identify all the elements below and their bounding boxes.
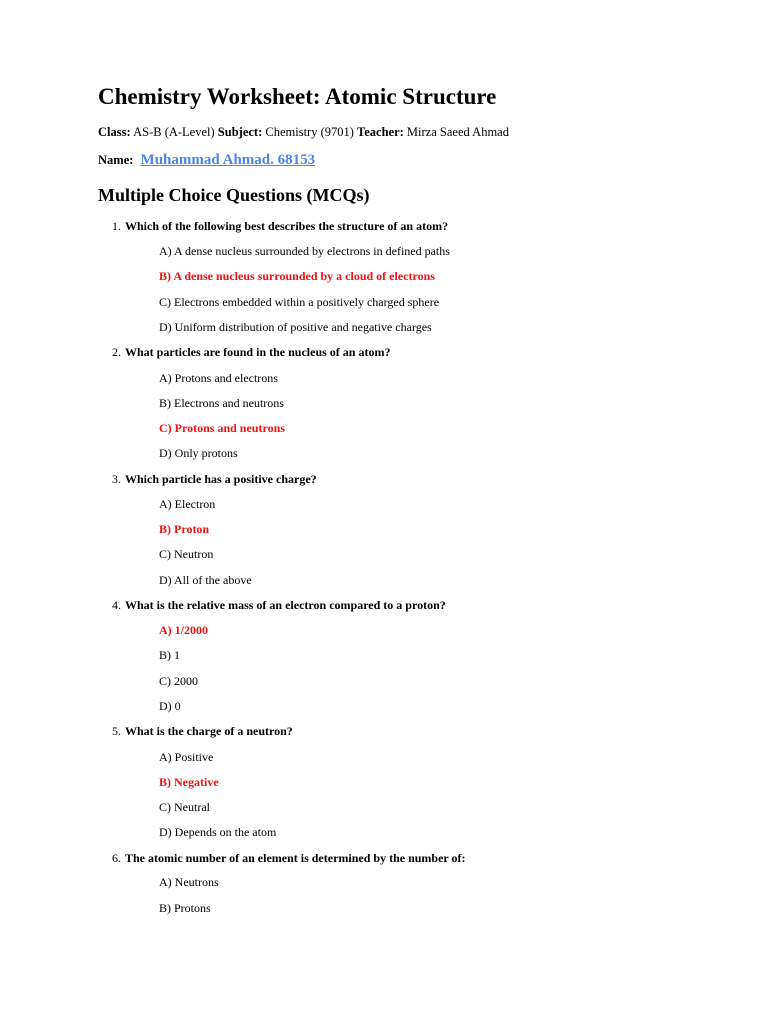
option-5b-correct: B) Negative — [159, 775, 219, 789]
question-text: The atomic number of an element is determined by the number of: — [125, 851, 466, 865]
question-number: 1. — [112, 219, 121, 233]
question-number: 5. — [112, 724, 121, 738]
option-4b: B) 1 — [159, 648, 180, 662]
option-3c: C) Neutron — [159, 547, 214, 561]
question-number: 4. — [112, 598, 121, 612]
option-3b-correct: B) Proton — [159, 522, 210, 536]
question-4 — [112, 598, 446, 613]
question-text: Which of the following best describes the structure of an atom? — [125, 219, 449, 233]
option-2a: A) Protons and electrons — [159, 371, 278, 385]
section-title: Multiple Choice Questions (MCQs) — [98, 185, 370, 205]
option-1a: A) A dense nucleus surrounded by electrons in defined paths — [159, 244, 450, 258]
option-5c: C) Neutral — [159, 800, 210, 814]
question-2 — [112, 345, 390, 360]
student-name-value: Muhammad Ahmad. 68153 — [140, 152, 316, 168]
name-label: Name: — [98, 153, 134, 167]
question-3 — [112, 472, 317, 487]
option-6b: B) Protons — [159, 901, 211, 915]
class-info-line — [98, 125, 509, 140]
option-2d: D) Only protons — [159, 446, 238, 460]
question-5 — [112, 724, 293, 739]
option-5a: A) Positive — [159, 750, 214, 764]
question-6 — [112, 851, 466, 866]
student-name-line — [98, 152, 315, 169]
option-4a-correct: A) 1/2000 — [159, 623, 208, 637]
teacher-value: Mirza Saeed Ahmad — [406, 125, 509, 139]
option-1d: D) Uniform distribution of positive and negative charges — [159, 320, 432, 334]
option-1b-correct: B) A dense nucleus surrounded by a cloud of electrons — [159, 269, 435, 283]
question-text: What is the charge of a neutron? — [125, 724, 293, 738]
page-title: Chemistry Worksheet: Atomic Structure — [98, 84, 497, 109]
option-4c: C) 2000 — [159, 674, 198, 688]
question-text: Which particle has a positive charge? — [125, 472, 317, 486]
subject-label: Subject: — [217, 125, 263, 139]
option-3d: D) All of the above — [159, 573, 252, 587]
class-label: Class: — [98, 125, 131, 139]
teacher-label: Teacher: — [357, 125, 404, 139]
question-text: What particles are found in the nucleus of an atom? — [125, 345, 391, 359]
option-5d: D) Depends on the atom — [159, 825, 277, 839]
option-2b: B) Electrons and neutrons — [159, 396, 284, 410]
class-value: AS-B (A-Level) — [133, 125, 215, 139]
option-6a: A) Neutrons — [159, 875, 219, 889]
subject-value: Chemistry (9701) — [265, 125, 354, 139]
option-1c: C) Electrons embedded within a positively charged sphere — [159, 295, 440, 309]
option-3a: A) Electron — [159, 497, 216, 511]
question-text: What is the relative mass of an electron compared to a proton? — [125, 598, 446, 612]
question-number: 6. — [112, 851, 121, 865]
question-1 — [112, 219, 448, 234]
question-number: 3. — [112, 472, 121, 486]
question-number: 2. — [112, 345, 121, 359]
option-4d: D) 0 — [159, 699, 181, 713]
option-2c-correct: C) Protons and neutrons — [159, 421, 285, 435]
